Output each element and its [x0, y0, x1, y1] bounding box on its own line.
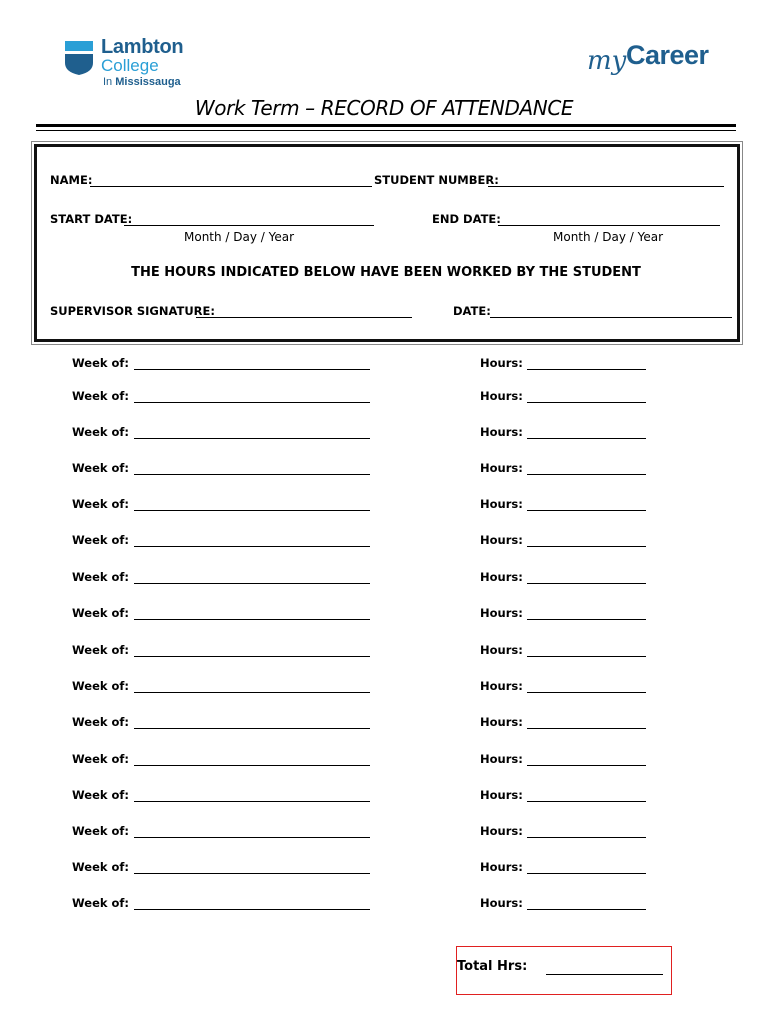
hours-field[interactable]: [527, 692, 646, 693]
hours-field[interactable]: [527, 369, 646, 370]
hours-field[interactable]: [527, 402, 646, 403]
hours-label: Hours:: [480, 896, 523, 910]
week-of-label: Week of:: [72, 860, 130, 874]
week-of-label: Week of:: [72, 824, 130, 838]
hours-label: Hours:: [480, 643, 523, 657]
week-of-label: Week of:: [72, 497, 130, 511]
week-of-field[interactable]: [134, 474, 370, 475]
week-of-label: Week of:: [72, 752, 130, 766]
hours-field[interactable]: [527, 583, 646, 584]
page-title: Work Term – RECORD OF ATTENDANCE: [194, 96, 574, 120]
title-divider-thin: [36, 130, 736, 131]
week-of-field[interactable]: [134, 656, 370, 657]
total-hours-label: Total Hrs:: [457, 959, 528, 974]
week-of-field[interactable]: [134, 801, 370, 802]
week-of-label: Week of:: [72, 570, 130, 584]
week-of-label: Week of:: [72, 461, 130, 475]
hours-field[interactable]: [527, 837, 646, 838]
hours-label: Hours:: [480, 824, 523, 838]
week-of-field[interactable]: [134, 510, 370, 511]
hours-label: Hours:: [480, 497, 523, 511]
week-of-label: Week of:: [72, 643, 130, 657]
hours-field[interactable]: [527, 510, 646, 511]
logo-text-location: [103, 76, 181, 88]
end-date-hint: Month / Day / Year: [553, 230, 664, 244]
student-number-label: STUDENT NUMBER:: [374, 173, 499, 187]
hours-label: Hours:: [480, 606, 523, 620]
mycareer-logo: [578, 28, 718, 90]
week-of-field[interactable]: [134, 728, 370, 729]
title-divider-thick: [36, 124, 736, 127]
week-of-field[interactable]: [134, 402, 370, 403]
week-of-field[interactable]: [134, 546, 370, 547]
logo-text-in: In: [103, 76, 113, 88]
hours-field[interactable]: [527, 438, 646, 439]
hours-field[interactable]: [527, 728, 646, 729]
hours-label: Hours:: [480, 533, 523, 547]
week-of-label: Week of:: [72, 606, 130, 620]
week-of-field[interactable]: [134, 909, 370, 910]
name-label: NAME:: [50, 173, 93, 187]
name-field[interactable]: [90, 186, 372, 187]
student-number-field[interactable]: [488, 186, 724, 187]
hours-statement: THE HOURS INDICATED BELOW HAVE BEEN WORKED BY THE STUDENT: [131, 265, 641, 280]
hours-label: Hours:: [480, 860, 523, 874]
hours-label: Hours:: [480, 389, 523, 403]
hours-label: Hours:: [480, 356, 523, 370]
hours-field[interactable]: [527, 909, 646, 910]
hours-label: Hours:: [480, 715, 523, 729]
week-of-label: Week of:: [72, 425, 130, 439]
signature-date-label: DATE:: [453, 304, 491, 318]
week-of-label: Week of:: [72, 389, 130, 403]
logo-text-career: Career: [626, 40, 709, 70]
hours-label: Hours:: [480, 425, 523, 439]
end-date-label: END DATE:: [432, 212, 501, 226]
shield-icon: [64, 39, 94, 75]
supervisor-signature-label: SUPERVISOR SIGNATURE:: [50, 304, 215, 318]
signature-date-field[interactable]: [490, 317, 732, 318]
start-date-field[interactable]: [124, 225, 374, 226]
week-of-field[interactable]: [134, 619, 370, 620]
logo-text-lambton: Lambton: [101, 36, 184, 58]
supervisor-signature-field[interactable]: [196, 317, 412, 318]
hours-label: Hours:: [480, 570, 523, 584]
hours-label: Hours:: [480, 752, 523, 766]
week-of-field[interactable]: [134, 765, 370, 766]
logo-text-mississauga: Mississauga: [115, 76, 181, 88]
end-date-field[interactable]: [498, 225, 720, 226]
week-of-label: Week of:: [72, 788, 130, 802]
hours-field[interactable]: [527, 801, 646, 802]
week-of-field[interactable]: [134, 692, 370, 693]
hours-field[interactable]: [527, 474, 646, 475]
hours-field[interactable]: [527, 765, 646, 766]
hours-field[interactable]: [527, 873, 646, 874]
week-of-field[interactable]: [134, 837, 370, 838]
week-of-label: Week of:: [72, 679, 130, 693]
lambton-college-logo: [64, 36, 204, 92]
week-of-label: Week of:: [72, 715, 130, 729]
week-of-field[interactable]: [134, 369, 370, 370]
hours-field[interactable]: [527, 656, 646, 657]
week-of-field[interactable]: [134, 438, 370, 439]
hours-label: Hours:: [480, 788, 523, 802]
week-of-field[interactable]: [134, 873, 370, 874]
start-date-label: START DATE:: [50, 212, 133, 226]
logo-text-college: College: [101, 56, 159, 75]
hours-field[interactable]: [527, 619, 646, 620]
hours-field[interactable]: [527, 546, 646, 547]
week-of-label: Week of:: [72, 533, 130, 547]
hours-label: Hours:: [480, 461, 523, 475]
week-of-field[interactable]: [134, 583, 370, 584]
week-of-label: Week of:: [72, 356, 130, 370]
week-of-label: Week of:: [72, 896, 130, 910]
start-date-hint: Month / Day / Year: [184, 230, 295, 244]
total-hours-field[interactable]: [546, 974, 663, 975]
logo-text-my: my: [587, 46, 627, 76]
hours-label: Hours:: [480, 679, 523, 693]
